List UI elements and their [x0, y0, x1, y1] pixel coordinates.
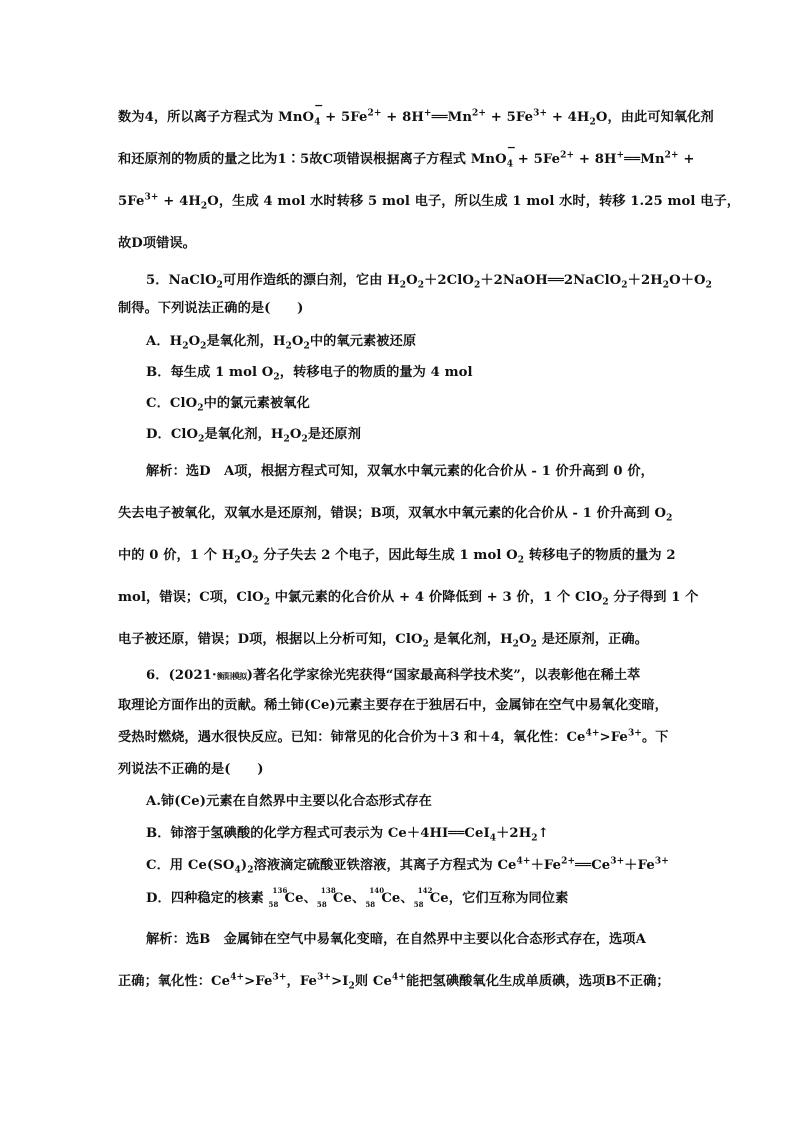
- q5-analysis-5: 电子被还原，错误；D项，根据以上分析可知，ClO$_2$ 是氧化剂，$H_2O_2$ 是还原剂，正确。: [118, 632, 648, 650]
- q6-option-d: D．四种稳定的核素 136 58 Ce、 138 58 Ce、 140 58 Ce、 142 58 Ce，它们互称为同位素: [146, 886, 569, 909]
- q5-option-b: B．每生成 1 mol $O_2$，转移电子的物质的量为 4 mol: [146, 365, 473, 383]
- q6-source: 衡阳模拟: [216, 671, 247, 681]
- nuclide-ce-140: 140 58: [365, 886, 385, 909]
- prev-line-4: 故D项错误。: [118, 236, 196, 251]
- prev-line-1: 数为4，所以离子方程式为 MnO − $_4 + 5Fe^{2+}$ + $8H^+══Mn^{2+} + 5Fe^{3+} + 4H_2O$，由此可知氧化剂: [118, 99, 714, 128]
- q6-analysis-1: 解析：选B 金属铈在空气中易氧化变暗，在自然界中主要以化合态形式存在，选项A: [146, 932, 646, 947]
- q6-stem-1: 6．(2021·衡阳模拟)著名化学家徐光宪获得“国家最高科学技术奖”，以表彰他在稀土萃: [146, 668, 641, 683]
- q5-option-a: A．$H_2O_2$是氧化剂，$H_2O_2$中的氧元素被还原: [146, 334, 417, 352]
- q6-option-a: A.铈(Ce)元素在自然界中主要以化合态形式存在: [146, 794, 432, 809]
- permanganate-mark: − $_4$: [314, 99, 324, 128]
- q5-stem-1: 5．NaClO$_2$可用作造纸的漂白剂，它由 $H_2O_2+2ClO_2+2NaOH══2NaClO_2+2H_2O+O_2$: [146, 273, 712, 291]
- prev-line-3: $5Fe^{3+} + 4H_2O$，生成 4 mol 水时转移 5 mol 电子，所以生成 1 mol 水时，转移 1.25 mol 电子，: [118, 192, 741, 212]
- q6-option-c: C．用 $Ce(SO_4)_2$溶液滴定硫酸亚铁溶液，其离子方程式为 $Ce^{4+}+Fe^{2+}══Ce^{3+}+Fe^{3+}$: [146, 856, 669, 876]
- nuclide-ce-138: 138 58: [316, 886, 336, 909]
- q5-option-c: C．ClO$_2$中的氯元素被氧化: [146, 396, 310, 414]
- q5-stem-2: 制得。下列说法正确的是( ): [118, 301, 304, 316]
- permanganate-mark: − $_4$: [506, 141, 517, 170]
- q5-analysis-1: 解析：选D A项，根据方程式可知，双氧水中氧元素的化合价从 - 1 价升高到 0 价，: [146, 464, 654, 479]
- q6-stem-4: 列说法不正确的是( ): [118, 762, 264, 777]
- q6-option-b: B．铈溶于氢碘酸的化学方程式可表示为 $Ce+4HI══CeI_4+2H_2↑$: [146, 826, 549, 844]
- q6-stem-3: 受热时燃烧，遇水很快反应。已知：铈常见的化合价为＋3 和＋4，氧化性：$Ce^{4+}>Fe^{3+}$。下: [118, 728, 669, 745]
- prev-line-2: 和还原剂的物质的量之比为1∶5故C项错误根据离子方程式 MnO − $_4 + 5Fe^{2+}$ + $8H^+══Mn^{2+}$ +: [118, 141, 695, 170]
- q5-analysis-4: mol，错误；C项，ClO$_2$ 中氯元素的化合价从 + 4 价降低到 + 3 价，1 个 ClO$_2$ 分子得到 1 个: [118, 590, 699, 608]
- q5-option-d: D．ClO$_2$是氧化剂，$H_2O_2$是还原剂: [146, 427, 361, 445]
- q6-analysis-2: 正确；氧化性：$Ce^{4+}>Fe^{3+}$，$Fe^{3+}>I_2$则 $Ce^{4+}$能把氢碘酸氧化生成单质碘，选项B不正确；: [118, 972, 670, 992]
- nuclide-ce-142: 142 58: [413, 886, 433, 909]
- q5-analysis-2: 失去电子被氧化，双氧水是还原剂，错误；B项，双氧水中氧元素的化合价从 - 1 价升高到 $O_2$: [118, 506, 673, 524]
- q6-stem-2: 取理论方面作出的贡献。稀土铈(Ce)元素主要存在于独居石中，金属铈在空气中易氧化变暗，: [118, 698, 668, 713]
- nuclide-ce-136: 136 58: [268, 886, 288, 909]
- q5-analysis-3: 中的 0 价，1 个 $H_2O_2$ 分子失去 2 个电子，因此每生成 1 mol $O_2$ 转移电子的物质的量为 2: [118, 548, 676, 566]
